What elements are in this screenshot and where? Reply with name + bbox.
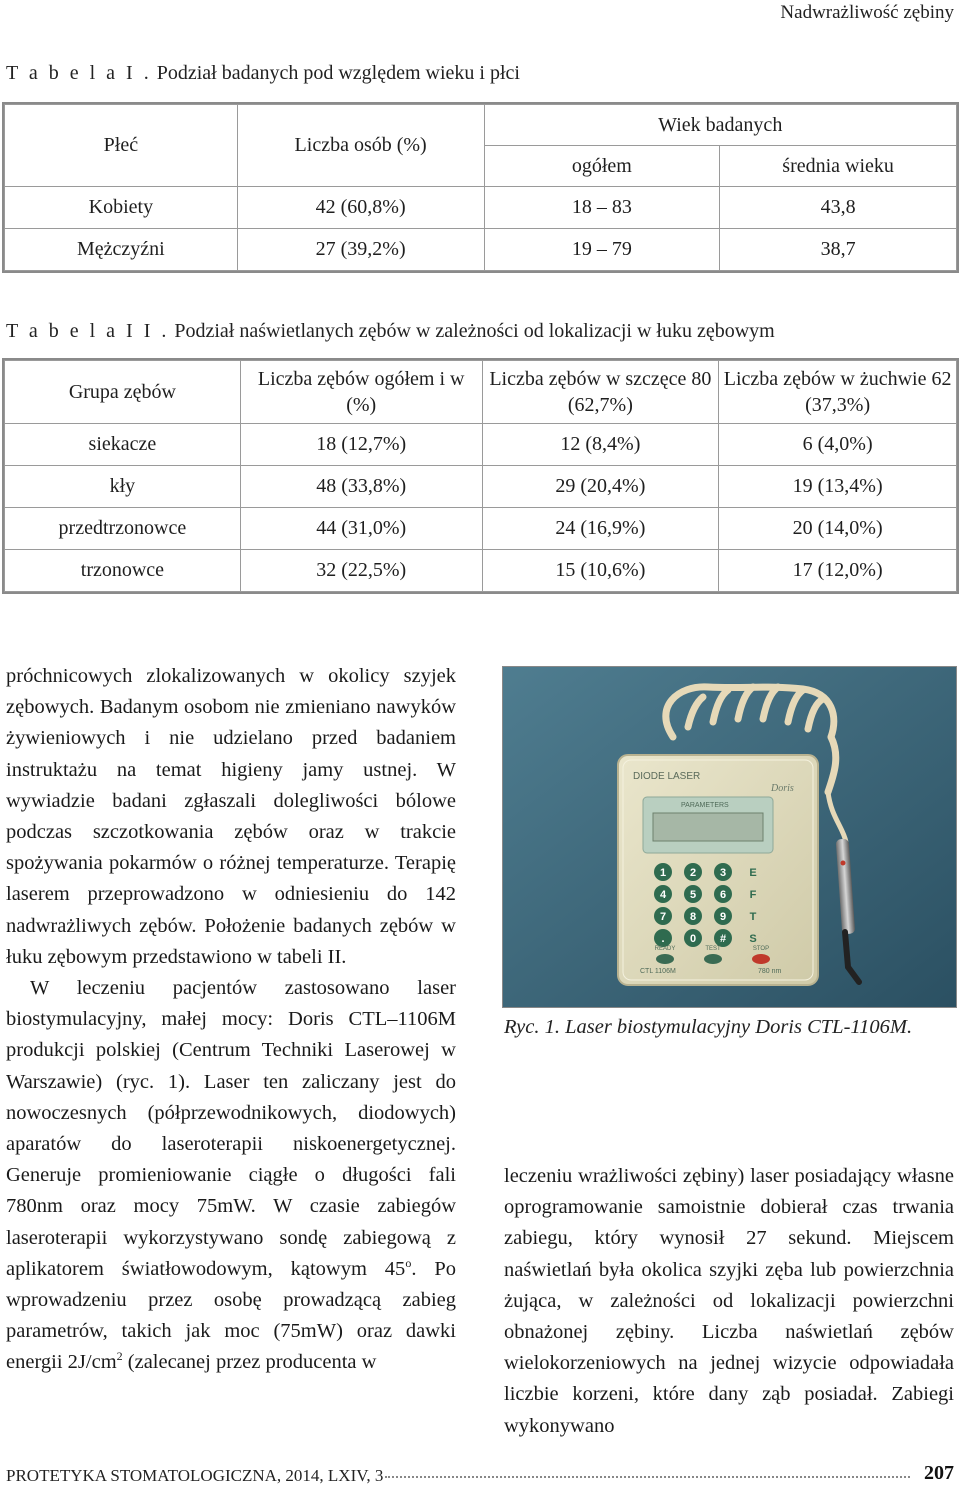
right-column bbox=[504, 1161, 954, 1442]
table1-header-sex: Płeć bbox=[5, 105, 238, 187]
table-cell: Kobiety bbox=[5, 187, 238, 229]
table-cell: 43,8 bbox=[720, 187, 957, 229]
table-row bbox=[5, 187, 957, 229]
table1-label: T a b e l a I . bbox=[6, 62, 152, 84]
body-paragraph bbox=[6, 973, 456, 1379]
table-cell: 6 (4,0%) bbox=[719, 424, 957, 466]
table2-header-total: Liczba zębów ogółem i w (%) bbox=[240, 361, 482, 424]
footer-divider bbox=[385, 1476, 910, 1478]
table-row bbox=[5, 508, 957, 550]
table2-header-group: Grupa zębów bbox=[5, 361, 241, 424]
display-label: PARAMETERS bbox=[681, 802, 729, 809]
control-button-label: TEST bbox=[705, 946, 721, 952]
table-cell: trzonowce bbox=[5, 550, 241, 592]
device-label: DIODE LASER bbox=[633, 771, 701, 782]
page-number: 207 bbox=[924, 1462, 954, 1484]
table-cell: 20 (14,0%) bbox=[719, 508, 957, 550]
keypad-key-label: T bbox=[749, 911, 757, 923]
table1-title bbox=[6, 62, 520, 85]
table-cell: 19 (13,4%) bbox=[719, 466, 957, 508]
control-button bbox=[656, 954, 674, 964]
keypad-key-label: 4 bbox=[659, 889, 667, 901]
laser-device-illustration bbox=[503, 667, 956, 1007]
keypad-key-label: F bbox=[749, 889, 757, 901]
journal-footer: PROTETYKA STOMATOLOGICZNA, 2014, LXIV, 3 bbox=[6, 1466, 384, 1485]
keypad-key-label: # bbox=[719, 933, 727, 945]
laser-device-photo bbox=[502, 666, 957, 1008]
keypad-key-label: . bbox=[661, 933, 665, 945]
keypad-key-label: 3 bbox=[719, 867, 727, 879]
table-cell: 17 (12,0%) bbox=[719, 550, 957, 592]
keypad-key-label: 6 bbox=[719, 889, 727, 901]
body-text: (zalecanej przez producenta w bbox=[122, 1351, 377, 1374]
table1-caption: Podział badanych pod względem wieku i płci bbox=[151, 62, 520, 84]
table1-header-mean: średnia wieku bbox=[720, 146, 957, 187]
table2-header-mandible: Liczba zębów w żuchwie 62 (37,3%) bbox=[719, 361, 957, 424]
table-cell: kły bbox=[5, 466, 241, 508]
device-brand: Doris bbox=[771, 783, 794, 794]
table1-header-total: ogółem bbox=[484, 146, 720, 187]
table-cell: 29 (20,4%) bbox=[482, 466, 719, 508]
control-button bbox=[704, 954, 722, 964]
figure-caption: Ryc. 1. Laser biostymulacyjny Doris CTL-1106M. bbox=[504, 1016, 913, 1038]
keypad-key-label: 9 bbox=[719, 911, 727, 923]
table-cell: 48 (33,8%) bbox=[240, 466, 482, 508]
table-row bbox=[5, 424, 957, 466]
degree-superscript: o bbox=[405, 1256, 412, 1271]
body-text: . Po wprowadzeniu przez osobę prowadzącą zabieg parametrów, takich jak moc (75mW) oraz dawki energii 2J/cm bbox=[6, 1257, 456, 1374]
keypad-key-label: E bbox=[749, 867, 757, 879]
squared-superscript: 2 bbox=[116, 1349, 123, 1364]
table2-caption: Podział naświetlanych zębów w zależności od lokalizacji w łuku zębowym bbox=[169, 320, 775, 342]
table-cell: 44 (31,0%) bbox=[240, 508, 482, 550]
table-cell: 38,7 bbox=[720, 229, 957, 271]
control-button bbox=[752, 954, 770, 964]
table-cell: 19 – 79 bbox=[484, 229, 720, 271]
table2 bbox=[4, 360, 957, 592]
table-cell: 18 (12,7%) bbox=[240, 424, 482, 466]
table-cell: 27 (39,2%) bbox=[237, 229, 484, 271]
body-paragraph: leczeniu wrażliwości zębiny) laser posiadający własne oprogramowanie samoistnie dobierał czas trwania zabiegu, który wynosił 27 sekund. Miejscem naświetlań była okolica szyjki zęba lub powierzchnia żująca, w zależności od lokalizacji powierzchni obnażonej zębiny. Liczba naświetlań zębów wielokorzeniowych na jednej wizycie odpowiadała liczbie korzeni, które dany ząb posiadał. Zabiegi wykonywano bbox=[504, 1165, 954, 1437]
control-button-label: STOP bbox=[752, 946, 770, 952]
keypad-key-label: 7 bbox=[659, 911, 667, 923]
table-cell: 12 (8,4%) bbox=[482, 424, 719, 466]
table1-header-age: Wiek badanych bbox=[484, 105, 957, 146]
model-label: CTL 1106M bbox=[640, 968, 676, 975]
left-column bbox=[6, 661, 456, 1379]
keypad-key-label: 8 bbox=[689, 911, 697, 923]
table-cell: siekacze bbox=[5, 424, 241, 466]
body-paragraph: próchnicowych zlokalizowanych w okolicy szyjek zębowych. Badanym osobom nie zmieniano nawyków żywieniowych i nie udzielano przed badaniem instruktażu na temat higieny jamy ustnej. W wywiadzie badani zgłaszali dolegliwości bólowe podczas szczotkowania zębów oraz w trakcie spożywania pokarmów o różnej temperaturze. Terapię laserem przeprowadzono w odniesieniu do 142 nadwrażliwych zębów. Położenie badanych zębów w łuku zębowym przedstawiono w tabeli II. bbox=[6, 665, 456, 968]
keypad-key-label: S bbox=[749, 933, 757, 945]
table1-header-count: Liczba osób (%) bbox=[237, 105, 484, 187]
running-header: Nadwrażliwość zębiny bbox=[780, 2, 954, 23]
table1 bbox=[4, 104, 957, 271]
table-row bbox=[5, 550, 957, 592]
table-cell: 32 (22,5%) bbox=[240, 550, 482, 592]
table-cell: 24 (16,9%) bbox=[482, 508, 719, 550]
control-button-label: READY bbox=[654, 946, 676, 952]
wavelength-label: 780 nm bbox=[758, 968, 782, 975]
keypad-key-label: 2 bbox=[689, 867, 697, 879]
table-row bbox=[5, 229, 957, 271]
keypad-key-label: 1 bbox=[659, 867, 667, 879]
table-cell: 15 (10,6%) bbox=[482, 550, 719, 592]
table2-title bbox=[6, 320, 775, 343]
keypad-key-label: 0 bbox=[689, 933, 697, 945]
keypad-key-label: 5 bbox=[689, 889, 697, 901]
table2-header-maxilla: Liczba zębów w szczęce 80 (62,7%) bbox=[482, 361, 719, 424]
table-cell: przedtrzonowce bbox=[5, 508, 241, 550]
table-cell: 18 – 83 bbox=[484, 187, 720, 229]
table-row bbox=[5, 466, 957, 508]
table-cell: Mężczyźni bbox=[5, 229, 238, 271]
table2-label: T a b e l a I I . bbox=[6, 320, 170, 342]
table-cell: 42 (60,8%) bbox=[237, 187, 484, 229]
body-text: W leczeniu pacjentów zastosowano laser biostymulacyjny, małej mocy: Doris CTL–1106M produkcji polskiej (Centrum Techniki Laserowej w Warszawie) (ryc. 1). Laser ten zaliczany jest do nowoczesnych (półprzewodnikowych, diodowych) aparatów do laseroterapii niskoenergetycznej. Generuje promieniowanie ciągłe o długości fali 780nm oraz mocy 75mW. W czasie zabiegów laseroterapii wykorzystywano sondę zabiegową z aplikatorem światłowodowym, kątowym 45 bbox=[6, 977, 456, 1280]
